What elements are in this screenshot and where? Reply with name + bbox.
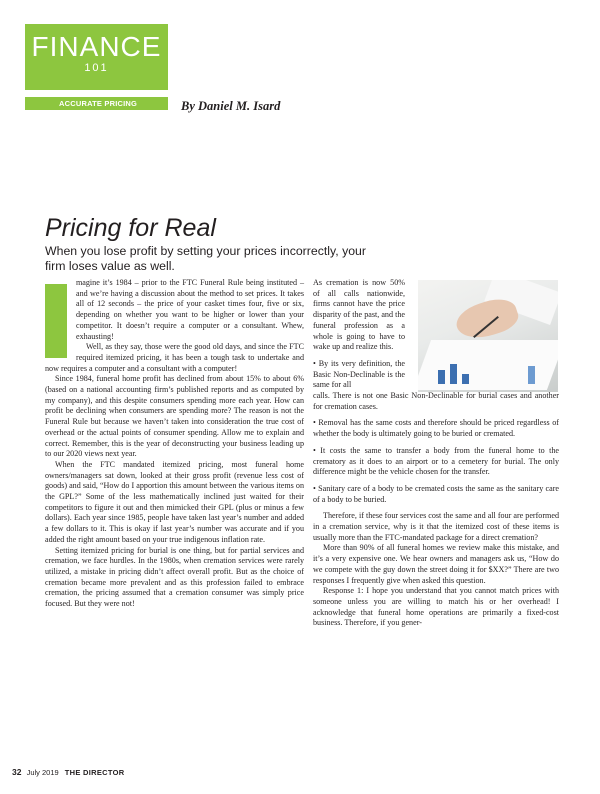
article-title: Pricing for Real [45, 214, 216, 242]
bullet-item: • Sanitary care of a body to be cremated costs the same as the sanitary care of a body to be buried. [313, 483, 559, 504]
magazine-name: THE DIRECTOR [64, 768, 125, 777]
paragraph: More than 90% of all funeral homes we review make this mistake, and it’s a very expensive one. We hear owners and managers ask us, “How do we compete with the guy down the street doing it for $XX?” There are two responses I frequently give when asked this question. [313, 543, 559, 585]
section-badge [25, 24, 168, 90]
paragraph: As cremation is now 50% of all calls nationwide, firms cannot have the price disparity of the past, and the funeral profession as a whole is going to have to wake up and realize this. [313, 278, 405, 352]
paragraph: Therefore, if these four services cost the same and all four are performed in a cremation service, why is it that the itemized cost of these items is usually more than the FTC-mandated package for a direct cremation? [313, 511, 559, 542]
bullet-item: • It costs the same to transfer a body from the funeral home to the crematory as it does to an airport or to a cemetery for burial. The only difference might be the vehicle chosen for the transfer. [313, 445, 559, 477]
paragraph: When the FTC mandated itemized pricing, most funeral home owners/managers sat down, looked at their gross profit (revenue less cost of goods) and said, “How do I apportion this amount between the various items on the GPL?” Some of the less mathematically inclined just waited for their competitors to figure it out and then mimicked their GPL (plus or minus a few dollars). Each year since 1985, people have taken last year’s number and added a few dollars to it. This is okay if last year’s number was accurate and if you added the right amount based on your true indigenous inflation rate. [45, 459, 304, 544]
bullet-item: • By its very definition, the Basic Non-Declinable is the same for all [313, 358, 405, 390]
column-left [45, 278, 304, 610]
section-title: FINANCE [31, 31, 162, 62]
column-right [313, 278, 559, 629]
topic-tag [25, 97, 168, 110]
paragraph: Well, as they say, those were the good old days, and since the FTC required itemized pricing, it has been a tough task to undertake and now requires a computer and a consultant with a computer! [45, 342, 304, 373]
bullet-item: calls. There is not one Basic Non-Declinable for burial cases and another for cremation cases. [313, 391, 559, 411]
paragraph-intro: magine it’s 1984 – prior to the FTC Funeral Rule being instituted – and we’re having a discussion about the method to set prices. It takes all of 12 seconds – the price of your casket times four, five or six, depending on whether you want to be higher or lower than your competitor. It doesn’t require a computer or a consultant. Whew, exhausting! [76, 278, 304, 341]
paragraph: Setting itemized pricing for burial is one thing, but for partial services and cremation, we face hurdles. In the 1980s, when cremation services were rarely utilized, a mistake in pricing didn’t affect overall profit. But as the choice of cremation became more prevalent and as this profession failed to embrace cremation, the pricing assumed that a cremation consumer was simply price focused. But they were not! [45, 545, 304, 609]
article-subtitle: When you lose profit by setting your prices incorrectly, your firm loses value as well. [45, 244, 366, 273]
bullet-item: • Removal has the same costs and therefore should be priced regardless of whether the body is ultimately going to be buried or cremated. [313, 418, 559, 439]
page-footer [12, 767, 124, 777]
paragraph: Response 1: I hope you understand that you cannot match prices with someone unless you are willing to match his or her overhead! I acknowledge that funeral home operations are primarily a fixed-cost business. Therefore, if you gener- [313, 586, 559, 628]
page-number: 32 [12, 767, 22, 777]
section-number: 101 [84, 62, 109, 74]
issue-date: July 2019 [26, 768, 59, 777]
byline: By Daniel M. Isard [181, 99, 281, 113]
paragraph: Since 1984, funeral home profit has declined from about 15% to about 6% (based on a national accounting firm’s published reports and as computed by my company), and this despite consumers spending more each year. How can profit be declining when consumers are spending more? The reason is not the Funeral Rule but because we haven’t taken into consideration the true cost of overhead or the actual points of consumer spending. Allow me to explain and correct. Remember, this is the year of deconstructing your business leading up to our 2020 views next year. [45, 374, 304, 459]
topic-tag-label: ACCURATE PRICING [59, 99, 138, 108]
drop-cap [45, 284, 67, 358]
